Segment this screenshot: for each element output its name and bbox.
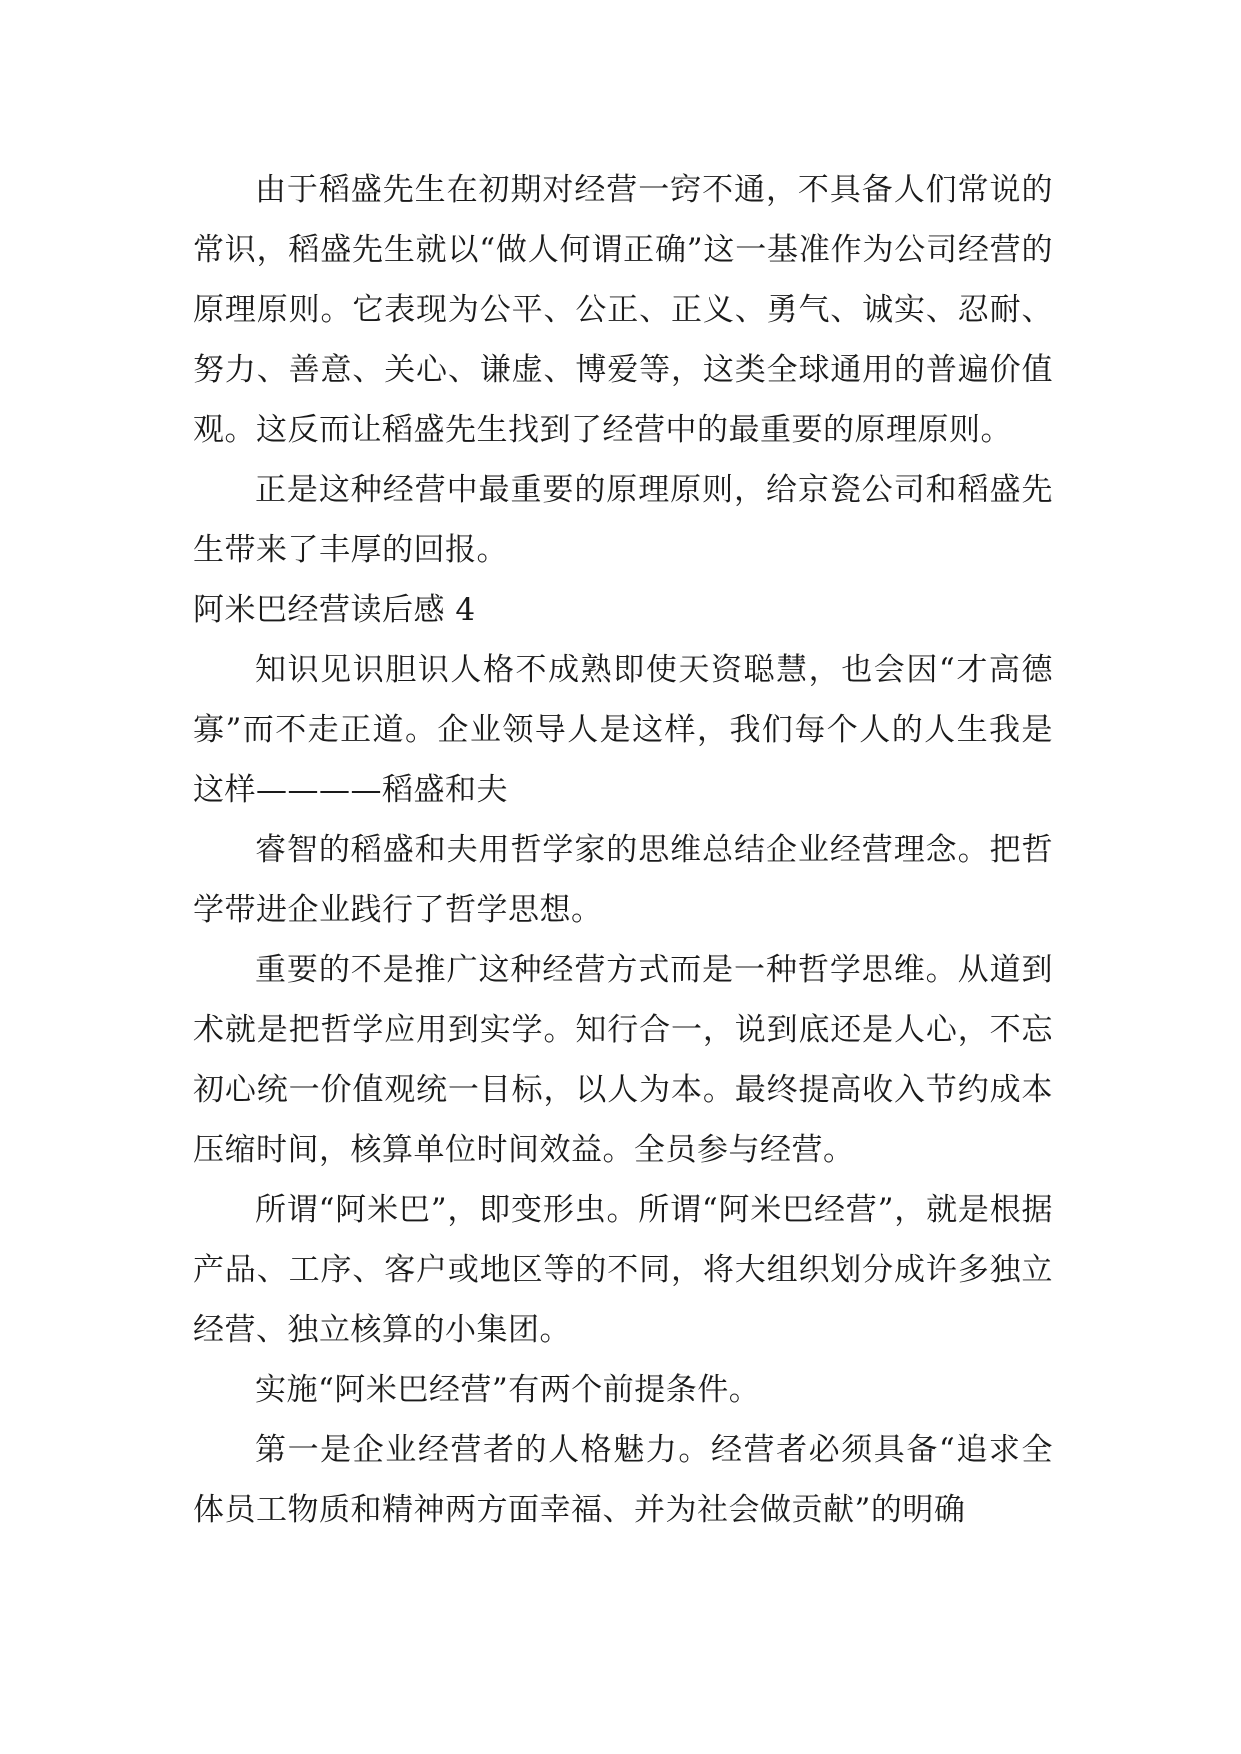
paragraph: 实施“阿米巴经营”有两个前提条件。	[255, 1372, 761, 1408]
paragraph: 由于稻盛先生在初期对经营一窍不通，不具备人们常说的常识，稻盛先生就以“做人何谓正确”这一基准作为公司经营的原理原则。它表现为公平、公正、正义、勇气、诚实、忍耐、努力、善意、关心、谦虚、博爱等，这类全球通用的普遍价值观。这反而让稻盛先生找到了经营中的最重要的原理原则。	[193, 172, 1053, 448]
paragraph: 睿智的稻盛和夫用哲学家的思维总结企业经营理念。把哲学带进企业践行了哲学思想。	[193, 832, 1053, 928]
paragraph: 第一是企业经营者的人格魅力。经营者必须具备“追求全体员工物质和精神两方面幸福、并为社会做贡献”的明确	[193, 1432, 1053, 1528]
paragraph: 正是这种经营中最重要的原理原则，给京瓷公司和稻盛先生带来了丰厚的回报。	[193, 472, 1053, 568]
paragraph: 知识见识胆识人格不成熟即使天资聪慧，也会因“才高德寡”而不走正道。企业领导人是这样，我们每个人的人生我是这样————稻盛和夫	[193, 652, 1053, 808]
section-heading: 阿米巴经营读后感 4	[193, 592, 476, 628]
document-body	[193, 160, 1053, 1540]
paragraph: 重要的不是推广这种经营方式而是一种哲学思维。从道到术就是把哲学应用到实学。知行合一，说到底还是人心，不忘初心统一价值观统一目标，以人为本。最终提高收入节约成本压缩时间，核算单位时间效益。全员参与经营。	[193, 952, 1053, 1168]
paragraph: 所谓“阿米巴”，即变形虫。所谓“阿米巴经营”，就是根据产品、工序、客户或地区等的不同，将大组织划分成许多独立经营、独立核算的小集团。	[193, 1192, 1053, 1348]
